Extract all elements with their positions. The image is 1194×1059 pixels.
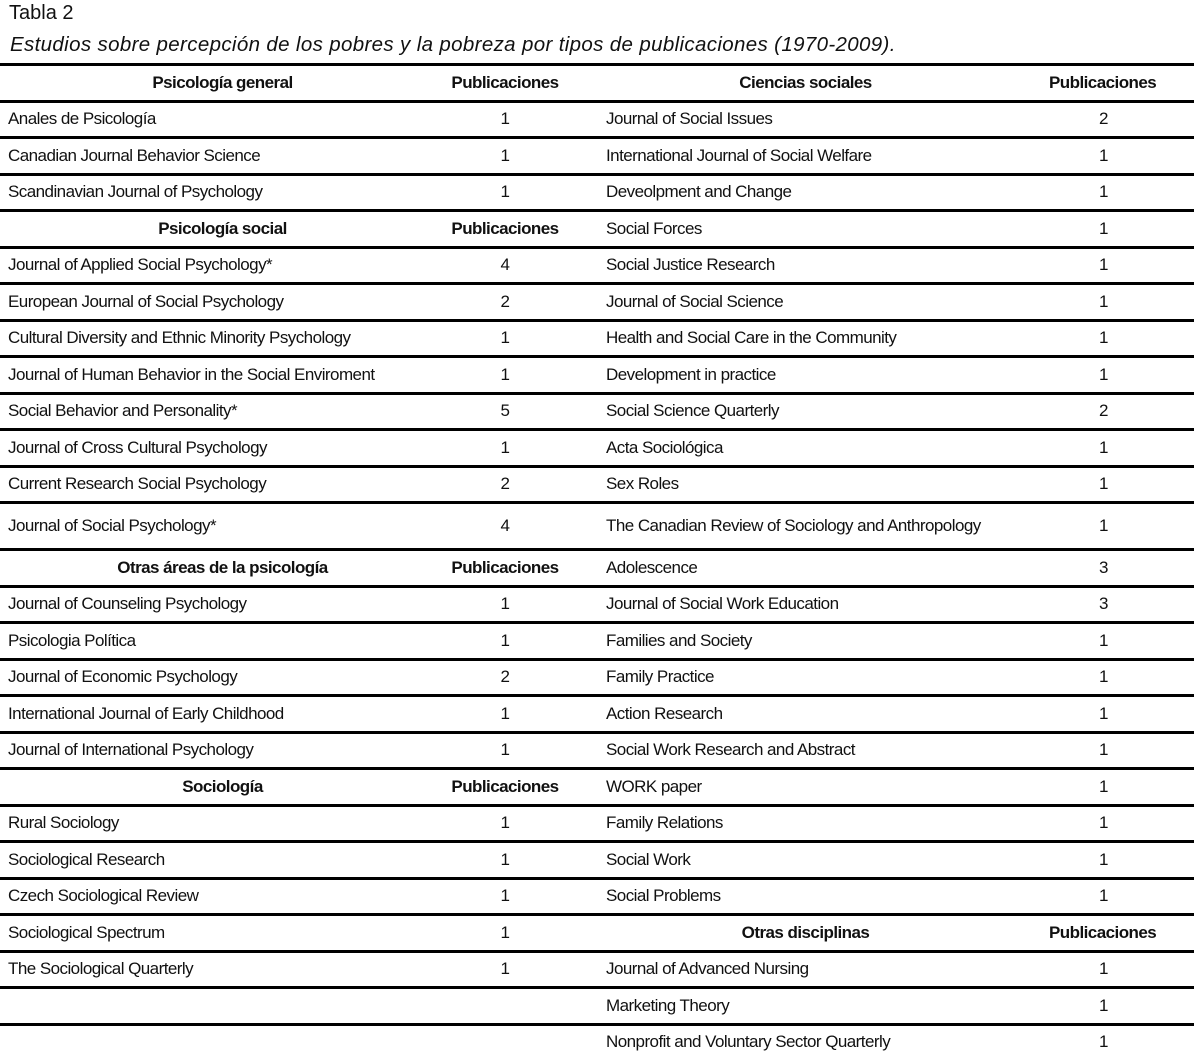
journal-name: Cultural Diversity and Ethnic Minority Psychology — [0, 320, 445, 357]
publication-count: 1 — [445, 805, 565, 842]
publication-count: 1 — [1005, 466, 1194, 503]
journal-name: International Journal of Early Childhood — [0, 696, 445, 733]
table-caption: Estudios sobre percepción de los pobres y la pobreza por tipos de publicaciones (1970-2009). — [10, 33, 896, 57]
publication-count: 1 — [1005, 878, 1194, 915]
journal-name: Family Relations — [565, 805, 1005, 842]
table-row — [0, 878, 1194, 915]
publication-count: 1 — [445, 732, 565, 769]
publication-count: 1 — [1005, 138, 1194, 175]
table-row — [0, 393, 1194, 430]
publication-count: 1 — [1005, 503, 1194, 550]
table-row — [0, 951, 1194, 988]
journal-name: Acta Sociológica — [565, 430, 1005, 467]
table-row — [0, 320, 1194, 357]
journal-name: Adolescence — [565, 550, 1005, 587]
journal-name: Canadian Journal Behavior Science — [0, 138, 445, 175]
table-label: Tabla 2 — [9, 2, 74, 25]
journal-name: The Sociological Quarterly — [0, 951, 445, 988]
publication-count: 2 — [1005, 393, 1194, 430]
column-header: Publicaciones — [1005, 915, 1194, 952]
publication-count: 1 — [445, 138, 565, 175]
publication-count: 1 — [1005, 842, 1194, 879]
journal-name: Sex Roles — [565, 466, 1005, 503]
publication-count: 1 — [1005, 988, 1194, 1025]
publication-count: 5 — [445, 393, 565, 430]
journal-name — [0, 988, 445, 1025]
publication-count — [445, 988, 565, 1025]
publication-count: 1 — [1005, 211, 1194, 248]
table-row — [0, 101, 1194, 138]
publication-count: 2 — [445, 466, 565, 503]
table-body — [0, 65, 1194, 1059]
publication-count: 1 — [1005, 247, 1194, 284]
journal-name: Journal of Social Science — [565, 284, 1005, 321]
publication-count: 1 — [445, 430, 565, 467]
table-row — [0, 659, 1194, 696]
publication-count: 3 — [1005, 550, 1194, 587]
publication-count: 1 — [445, 174, 565, 211]
table-row — [0, 211, 1194, 248]
table-row — [0, 65, 1194, 102]
journal-name: Czech Sociological Review — [0, 878, 445, 915]
publication-count: 1 — [1005, 1024, 1194, 1059]
publication-count: 1 — [1005, 659, 1194, 696]
publication-count: 1 — [1005, 320, 1194, 357]
publication-count: 1 — [445, 586, 565, 623]
publication-count: 2 — [445, 284, 565, 321]
publications-table — [0, 63, 1194, 1059]
journal-name — [0, 1024, 445, 1059]
publication-count: 1 — [1005, 732, 1194, 769]
section-header: Otras disciplinas — [565, 915, 1005, 952]
table-row — [0, 586, 1194, 623]
journal-name: Journal of Cross Cultural Psychology — [0, 430, 445, 467]
publication-count: 3 — [1005, 586, 1194, 623]
journal-name: Marketing Theory — [565, 988, 1005, 1025]
section-header: Psicología general — [0, 65, 445, 102]
publication-count: 2 — [1005, 101, 1194, 138]
publication-count: 1 — [445, 878, 565, 915]
table-row — [0, 138, 1194, 175]
table-row — [0, 696, 1194, 733]
journal-name: WORK paper — [565, 769, 1005, 806]
column-header: Publicaciones — [445, 550, 565, 587]
journal-name: Deveolpment and Change — [565, 174, 1005, 211]
table-row — [0, 915, 1194, 952]
journal-name: Health and Social Care in the Community — [565, 320, 1005, 357]
journal-name: Family Practice — [565, 659, 1005, 696]
journal-name: Journal of International Psychology — [0, 732, 445, 769]
journal-name: Social Work Research and Abstract — [565, 732, 1005, 769]
publication-count: 1 — [445, 696, 565, 733]
section-header: Otras áreas de la psicología — [0, 550, 445, 587]
publication-count: 1 — [1005, 284, 1194, 321]
journal-name: Psicologia Política — [0, 623, 445, 660]
journal-name: Social Problems — [565, 878, 1005, 915]
table-row — [0, 550, 1194, 587]
journal-name: Journal of Social Work Education — [565, 586, 1005, 623]
journal-name: Social Work — [565, 842, 1005, 879]
journal-name: Action Research — [565, 696, 1005, 733]
table-row — [0, 357, 1194, 394]
publication-count: 1 — [445, 915, 565, 952]
table-row — [0, 769, 1194, 806]
journal-name: Rural Sociology — [0, 805, 445, 842]
column-header: Publicaciones — [1005, 65, 1194, 102]
publication-count: 1 — [445, 357, 565, 394]
column-header: Publicaciones — [445, 65, 565, 102]
publication-count: 1 — [1005, 174, 1194, 211]
table-row — [0, 247, 1194, 284]
publication-count: 1 — [1005, 951, 1194, 988]
journal-name: Sociological Research — [0, 842, 445, 879]
table-row — [0, 842, 1194, 879]
journal-name: Anales de Psicología — [0, 101, 445, 138]
journal-name: Current Research Social Psychology — [0, 466, 445, 503]
journal-name: Social Behavior and Personality* — [0, 393, 445, 430]
journal-name: Social Forces — [565, 211, 1005, 248]
publication-count: 1 — [445, 951, 565, 988]
journal-name: Social Science Quarterly — [565, 393, 1005, 430]
journal-name: Sociological Spectrum — [0, 915, 445, 952]
journal-name: Journal of Applied Social Psychology* — [0, 247, 445, 284]
publication-count: 4 — [445, 247, 565, 284]
publication-count: 4 — [445, 503, 565, 550]
journal-name: Journal of Economic Psychology — [0, 659, 445, 696]
publication-count — [445, 1024, 565, 1059]
publication-count: 1 — [1005, 623, 1194, 660]
section-header: Ciencias sociales — [565, 65, 1005, 102]
journal-name: Nonprofit and Voluntary Sector Quarterly — [565, 1024, 1005, 1059]
journal-name: Scandinavian Journal of Psychology — [0, 174, 445, 211]
publication-count: 1 — [445, 101, 565, 138]
table-row — [0, 623, 1194, 660]
table-row — [0, 1024, 1194, 1059]
section-header: Psicología social — [0, 211, 445, 248]
column-header: Publicaciones — [445, 769, 565, 806]
publication-count: 1 — [1005, 696, 1194, 733]
publication-count: 1 — [1005, 769, 1194, 806]
journal-name: Development in practice — [565, 357, 1005, 394]
table-row — [0, 503, 1194, 550]
table-row — [0, 430, 1194, 467]
journal-name: Journal of Advanced Nursing — [565, 951, 1005, 988]
table-row — [0, 732, 1194, 769]
section-header: Sociología — [0, 769, 445, 806]
publication-count: 2 — [445, 659, 565, 696]
publication-count: 1 — [1005, 805, 1194, 842]
table-row — [0, 805, 1194, 842]
column-header: Publicaciones — [445, 211, 565, 248]
journal-name: European Journal of Social Psychology — [0, 284, 445, 321]
journal-name: Journal of Social Issues — [565, 101, 1005, 138]
journal-name: Journal of Social Psychology* — [0, 503, 445, 550]
publication-count: 1 — [445, 842, 565, 879]
journal-name: Families and Society — [565, 623, 1005, 660]
table-row — [0, 284, 1194, 321]
journal-name: The Canadian Review of Sociology and Anthropology — [565, 503, 1005, 550]
journal-name: Journal of Human Behavior in the Social Enviroment — [0, 357, 445, 394]
table-row — [0, 466, 1194, 503]
publication-count: 1 — [445, 623, 565, 660]
table-row — [0, 174, 1194, 211]
publication-count: 1 — [1005, 430, 1194, 467]
journal-name: International Journal of Social Welfare — [565, 138, 1005, 175]
journal-name: Journal of Counseling Psychology — [0, 586, 445, 623]
publication-count: 1 — [1005, 357, 1194, 394]
publication-count: 1 — [445, 320, 565, 357]
journal-name: Social Justice Research — [565, 247, 1005, 284]
table-row — [0, 988, 1194, 1025]
